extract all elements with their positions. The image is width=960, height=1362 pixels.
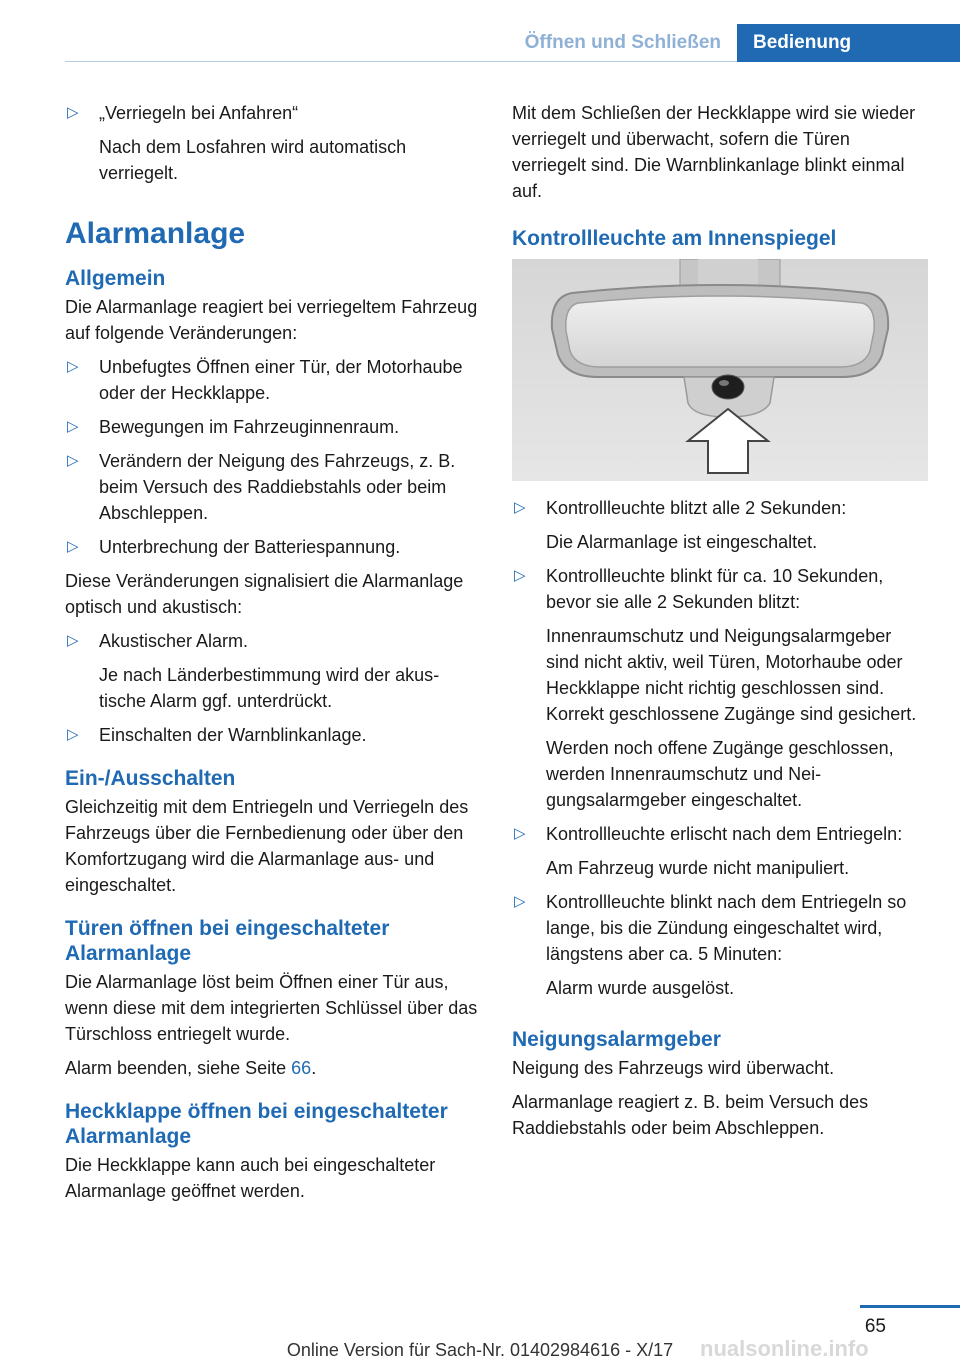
triangle-bullet-icon: ▷	[67, 632, 79, 649]
paragraph: Alarmanlage reagiert z. B. beim Versuch des Raddiebstahls oder beim Abschleppen.	[512, 1092, 869, 1138]
paragraph: Die Alarmanlage löst beim Öffnen einer Tür aus, wenn diese mit dem integrierten Schlüssel über das Türschloss entriegelt wurde.	[65, 972, 478, 1044]
triangle-bullet-icon: ▷	[514, 893, 526, 910]
page-link[interactable]: 66	[291, 1058, 312, 1078]
subheading-tueren: Türen öffnen bei eingeschalteter Alarmanlage	[65, 917, 390, 965]
list-item: ▷ Kontrollleuchte blitzt alle 2 Sekunden: Die Alarmanlage ist eingeschaltet.	[512, 495, 928, 555]
header-chapter-tab[interactable]: Bedienung	[737, 24, 960, 62]
paragraph: Die Alarmanlage reagiert bei verriegeltem Fahrzeug auf folgende Veränderungen:	[65, 297, 478, 343]
triangle-bullet-icon: ▷	[67, 104, 79, 121]
subheading-kontrollleuchte: Kontrollleuchte am Innenspiegel	[512, 227, 837, 250]
paragraph: Die Heckklappe kann auch bei eingeschalteter Alarmanlage geöffnet werden.	[65, 1155, 436, 1201]
triangle-bullet-icon: ▷	[514, 567, 526, 584]
triangle-bullet-icon: ▷	[67, 726, 79, 743]
list-item: ▷ Unterbrechung der Batteriespannung.	[65, 534, 480, 560]
list-item: ▷ Kontrollleuchte blinkt nach dem Entriegeln so lange, bis die Zündung eingeschaltet wird, längstens aber ca. 5 Minuten: Alarm wurde ausgelöst.	[512, 889, 928, 1001]
list-item: ▷ Unbefugtes Öffnen einer Tür, der Motorhaube oder der Heckklappe.	[65, 354, 480, 406]
list-item-title: „Verriegeln bei Anfahren“	[99, 103, 299, 123]
list-item: ▷ Kontrollleuchte blinkt für ca. 10 Sekunden, bevor sie alle 2 Sekunden blitzt: Innenraumschutz und Neigungsalarmgeber sind nicht aktiv, weil Türen, Motorhaube oder Heckklappe nicht richtig geschlossen sind. Korrekt geschlossene Zugänge sind gesichert. Werden noch offene Zugänge geschlossen, werden Innenraumschutz und Neigungsalarmgeber eingeschaltet.	[512, 563, 928, 813]
paragraph: Neigung des Fahrzeugs wird überwacht.	[512, 1058, 835, 1078]
triangle-bullet-icon: ▷	[514, 499, 526, 516]
paragraph: Mit dem Schließen der Heckklappe wird sie wieder verriegelt und überwacht, sofern die Türen verriegelt sind. Die Warnblinkanlage blinkt einmal auf.	[512, 103, 916, 201]
footer-text: Online Version für Sach-Nr. 01402984616 - X/17	[286, 1340, 674, 1360]
kontrollleuchte-list	[512, 495, 928, 1001]
mirror-illustration	[512, 259, 928, 481]
list-item: ▷ Einschalten der Warnblinkanlage.	[65, 722, 480, 748]
section-heading-alarmanlage: Alarmanlage	[65, 217, 246, 250]
right-column	[512, 100, 928, 1149]
list-item: ▷ Verändern der Neigung des Fahrzeugs, z. B. beim Versuch des Raddiebstahls oder beim Abschleppen.	[65, 448, 480, 526]
triangle-bullet-icon: ▷	[67, 452, 79, 469]
watermark: nualsonline.info	[700, 1336, 869, 1361]
list-item: ▷ Bewegungen im Fahrzeuginnenraum.	[65, 414, 480, 440]
list-item: ▷ Akustischer Alarm. Je nach Länderbestimmung wird der akustische Alarm ggf. unterdrückt.	[65, 628, 480, 714]
triangle-bullet-icon: ▷	[67, 358, 79, 375]
left-column	[65, 100, 480, 1212]
list-item-text: Nach dem Losfahren wird automatisch verriegelt.	[99, 137, 407, 183]
page-number: 65	[864, 1316, 886, 1337]
intro-list	[65, 100, 480, 186]
list-item	[65, 100, 480, 186]
changes-list	[65, 354, 480, 560]
paragraph: Gleichzeitig mit dem Entriegeln und Verriegeln des Fahrzeugs über die Fernbedienung oder über den Komfortzugang wird die Alarmanlage aus- und eingeschaltet.	[65, 797, 469, 895]
subheading-heckklappe: Heckklappe öffnen bei eingeschalteter Alarmanlage	[65, 1100, 448, 1148]
paragraph: Alarm beenden, siehe Seite 66.	[65, 1058, 317, 1078]
triangle-bullet-icon: ▷	[67, 418, 79, 435]
subheading-ein-aus: Ein-/Ausschalten	[65, 767, 236, 790]
triangle-bullet-icon: ▷	[67, 538, 79, 555]
list-item: ▷ Kontrollleuchte erlischt nach dem Entriegeln: Am Fahrzeug wurde nicht manipuliert.	[512, 821, 928, 881]
signal-list	[65, 628, 480, 748]
subheading-allgemein: Allgemein	[65, 267, 166, 290]
paragraph: Diese Veränderungen signalisiert die Alarmanlage optisch und akustisch:	[65, 571, 464, 617]
subheading-neigungsalarmgeber: Neigungsalarmgeber	[512, 1028, 721, 1051]
header-section-title: Öffnen und Schließen	[524, 32, 721, 53]
page-number-rule	[860, 1305, 960, 1308]
triangle-bullet-icon: ▷	[514, 825, 526, 842]
